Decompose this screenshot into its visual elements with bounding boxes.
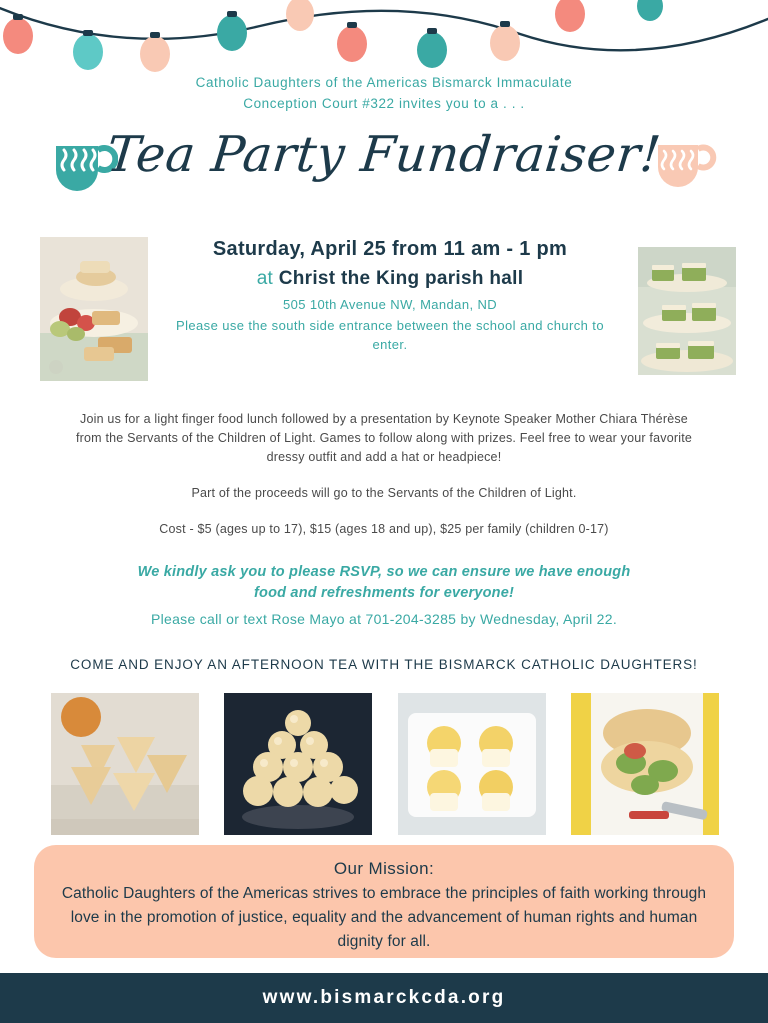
photo-scones — [51, 693, 199, 835]
rsvp-line-1: We kindly ask you to please RSVP, so we can ensure we have enough — [137, 564, 631, 580]
photo-cucumber-sandwich — [571, 693, 719, 835]
venue-prefix: at — [256, 268, 279, 289]
intro-text — [0, 72, 768, 114]
photo-tiered-sandwiches — [638, 247, 736, 375]
website-url[interactable]: www.bismarckcda.org — [262, 987, 506, 1008]
event-datetime: Saturday, April 25 from 11 am - 1 pm — [212, 238, 568, 260]
event-entrance-note: Please use the south side entrance between the school and church to enter. — [176, 318, 604, 352]
body-paragraph-1: Join us for a light finger food lunch followed by a presentation by Keynote Speaker Mother Chiara Thérèse from the Servants of the Children of Light. Games to follow along with prizes. Feel free to wear your favorite dressy outfit and add a hat or headpiece! — [75, 412, 693, 464]
string-lights-icon — [0, 0, 768, 80]
rsvp-contact: Please call or text Rose Mayo at 701-204-3285 by Wednesday, April 22. — [150, 611, 618, 627]
photo-strip — [51, 693, 719, 835]
photo-cream-puffs — [224, 693, 372, 835]
mission-text: Catholic Daughters of the Americas strives to embrace the principles of faith working through love in the promotion of justice, equality and the advancement of human rights and human dignity for all. — [61, 885, 707, 950]
venue-name: Christ the King parish hall — [278, 268, 524, 289]
page-title — [0, 126, 768, 183]
photo-tiered-tray-fruit — [40, 237, 148, 381]
event-venue — [160, 268, 620, 290]
rsvp-line-2: food and refreshments for everyone! — [254, 585, 514, 601]
mission-title: Our Mission: — [333, 859, 435, 878]
page-title-text: Tea Party Fundraiser! — [104, 126, 664, 183]
body-copy — [70, 410, 698, 539]
intro-line-1: Catholic Daughters of the Americas Bismarck Immaculate — [195, 75, 573, 90]
rsvp-block — [70, 562, 698, 627]
body-paragraph-3: Cost - $5 (ages up to 17), $15 (ages 18 and up), $25 per family (children 0-17) — [159, 522, 609, 536]
body-paragraph-2: Part of the proceeds will go to the Servants of the Children of Light. — [191, 486, 577, 500]
photo-mini-cupcakes — [398, 693, 546, 835]
mission-statement — [34, 845, 734, 958]
come-and-enjoy-banner: COME AND ENJOY AN AFTERNOON TEA WITH THE BISMARCK CATHOLIC DAUGHTERS! — [70, 657, 698, 672]
intro-line-2: Conception Court #322 invites you to a . . . — [243, 96, 525, 111]
event-details — [160, 238, 620, 354]
event-address: 505 10th Avenue NW, Mandan, ND — [282, 297, 498, 312]
footer-bar — [0, 973, 768, 1023]
